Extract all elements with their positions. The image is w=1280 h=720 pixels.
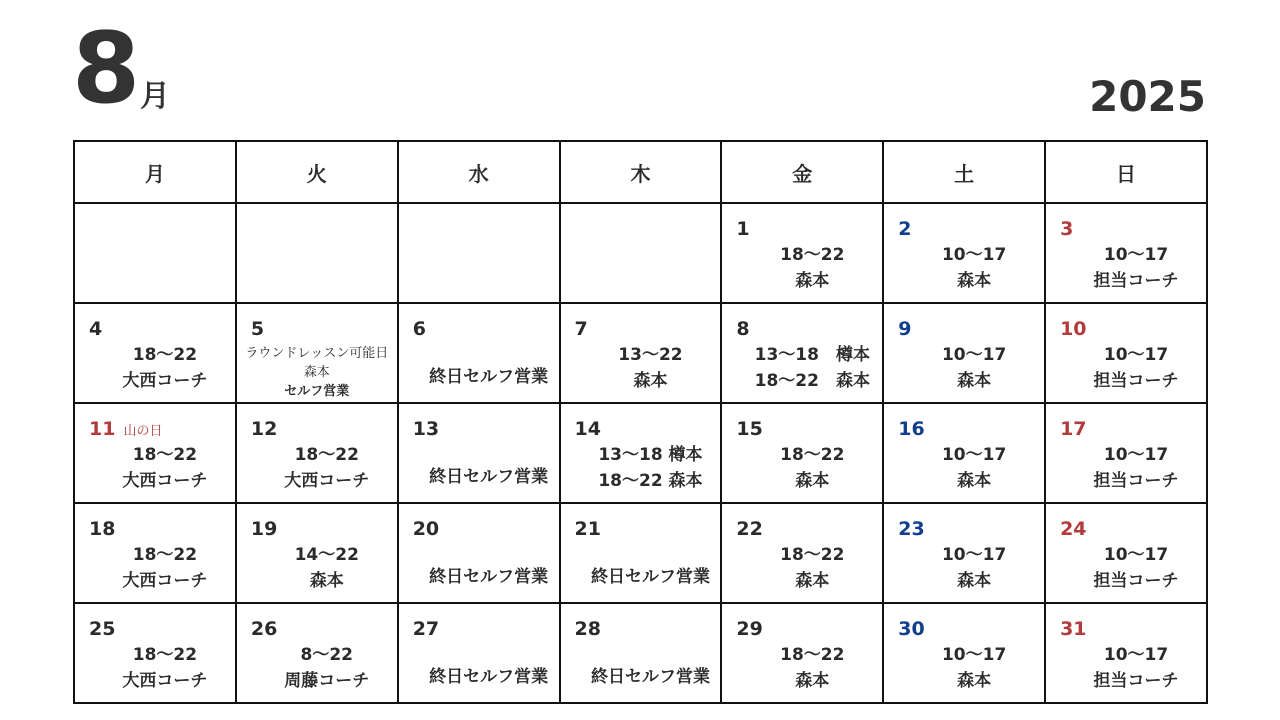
schedule-line: 森本 <box>795 571 830 591</box>
month-number: 8 <box>72 12 141 126</box>
day-number-text: 25 <box>89 618 116 640</box>
day-number-text: 16 <box>898 418 925 440</box>
day-cell-content <box>1046 504 1206 602</box>
day-cell-content <box>722 604 882 702</box>
day-cell-content <box>722 304 882 402</box>
schedule-lines <box>99 342 231 394</box>
week-row <box>74 303 1207 403</box>
day-cell-content <box>237 504 397 602</box>
day-cell <box>236 603 398 703</box>
schedule-line: 大西コーチ <box>122 671 208 691</box>
day-number-text: 21 <box>574 518 601 540</box>
schedule-line: 18～22 <box>294 445 359 465</box>
day-number <box>736 220 749 239</box>
day-number-text: 20 <box>412 518 440 540</box>
day-number-text: 17 <box>1060 418 1087 440</box>
schedule-line: 森本 <box>795 671 830 691</box>
schedule-line: 森本 <box>309 571 344 591</box>
schedule-lines <box>908 242 1040 294</box>
day-number-text: 11 <box>89 418 116 440</box>
day-number-text: 18 <box>89 518 116 540</box>
week-row <box>74 203 1207 303</box>
empty-day-cell <box>236 203 398 303</box>
schedule-line: 森本 <box>957 271 992 291</box>
day-cell <box>721 203 883 303</box>
schedule-lines <box>746 242 878 294</box>
day-number-text: 28 <box>574 618 601 640</box>
schedule-line: 森本 <box>303 365 330 380</box>
schedule-lines <box>1070 542 1202 594</box>
day-cell <box>721 303 883 403</box>
day-cell-content <box>399 204 559 302</box>
week-row <box>74 403 1207 503</box>
day-number <box>1060 220 1073 239</box>
schedule-line: 大西コーチ <box>284 471 370 491</box>
schedule-line: 森本 <box>795 271 830 291</box>
schedule-lines <box>261 642 393 694</box>
schedule-lines <box>99 442 231 494</box>
schedule-line: 終日セルフ営業 <box>590 667 710 687</box>
schedule-lines <box>746 642 878 694</box>
weekday-header: 火 <box>236 141 398 203</box>
day-cell-content <box>561 304 721 402</box>
day-number <box>898 320 911 339</box>
day-cell-content <box>75 304 235 402</box>
schedule-line: 13～18 樽本 <box>754 345 870 365</box>
day-number-text: 22 <box>736 518 763 540</box>
weekday-header: 水 <box>398 141 560 203</box>
weekday-header: 木 <box>560 141 722 203</box>
weekday-header: 金 <box>721 141 883 203</box>
schedule-line: 10～17 <box>941 245 1007 265</box>
day-number-text: 2 <box>898 218 912 240</box>
day-cell <box>398 603 560 703</box>
schedule-line: 大西コーチ <box>122 571 208 591</box>
day-cell-content <box>884 504 1044 602</box>
schedule-line: セルフ営業 <box>284 384 350 399</box>
schedule-line: 担当コーチ <box>1093 571 1179 591</box>
day-cell-content <box>237 204 397 302</box>
schedule-line: 周藤コーチ <box>284 671 370 691</box>
day-number <box>736 420 762 439</box>
day-number <box>89 420 162 439</box>
schedule-lines <box>908 442 1040 494</box>
schedule-lines <box>1070 242 1202 294</box>
day-cell-content <box>722 204 882 302</box>
day-cell <box>883 603 1045 703</box>
day-number-text: 26 <box>250 618 278 640</box>
day-cell <box>883 403 1045 503</box>
day-number <box>898 620 924 639</box>
day-cell-content <box>561 204 721 302</box>
day-number <box>575 420 601 439</box>
day-number-text: 6 <box>412 318 426 340</box>
day-number-text: 9 <box>898 318 912 340</box>
day-cell <box>398 403 560 503</box>
schedule-line: 14～22 <box>294 545 359 565</box>
weekday-header: 月 <box>74 141 236 203</box>
day-cell <box>398 303 560 403</box>
schedule-line: 森本 <box>957 571 992 591</box>
day-number-text: 13 <box>412 418 440 440</box>
schedule-line: 担当コーチ <box>1093 671 1179 691</box>
schedule-line: 大西コーチ <box>122 371 208 391</box>
day-number-text: 14 <box>574 418 601 440</box>
day-cell-content <box>399 504 559 602</box>
day-cell-content <box>884 404 1044 502</box>
day-number <box>89 320 102 339</box>
day-cell-content <box>237 404 397 502</box>
schedule-line: 大西コーチ <box>122 471 208 491</box>
day-number-text: 1 <box>736 218 750 240</box>
schedule-lines <box>423 464 555 490</box>
day-cell <box>1045 503 1207 603</box>
schedule-line: 終日セルフ営業 <box>429 667 549 687</box>
day-cell <box>236 303 398 403</box>
schedule-lines <box>1070 642 1202 694</box>
day-cell-content <box>561 504 721 602</box>
schedule-line: 10～17 <box>1103 545 1169 565</box>
day-cell-content <box>561 404 721 502</box>
day-cell-content <box>237 304 397 402</box>
schedule-line: 森本 <box>633 371 668 391</box>
calendar-grid <box>73 140 1208 704</box>
day-number-text: 8 <box>736 318 750 340</box>
day-number-text: 10 <box>1060 318 1087 340</box>
day-number <box>413 320 426 339</box>
day-number-text: 29 <box>736 618 763 640</box>
schedule-line: 終日セルフ営業 <box>590 567 710 587</box>
day-number <box>736 320 749 339</box>
schedule-line: 8～22 <box>300 645 354 665</box>
schedule-line: 担当コーチ <box>1093 371 1179 391</box>
day-cell-content <box>722 404 882 502</box>
schedule-line: 18～22 森本 <box>598 471 703 491</box>
day-number <box>898 420 924 439</box>
schedule-lines <box>261 442 393 494</box>
schedule-line: ラウンドレッスン可能日 <box>245 346 389 361</box>
day-cell <box>560 503 722 603</box>
schedule-line: 18～22 <box>780 445 845 465</box>
day-cell-content <box>75 504 235 602</box>
day-number <box>1060 320 1086 339</box>
weekday-header-row <box>74 141 1207 203</box>
schedule-lines <box>746 442 878 494</box>
schedule-line: 10～17 <box>941 545 1007 565</box>
holiday-label: 山の日 <box>123 424 163 439</box>
day-number <box>898 220 911 239</box>
schedule-lines <box>423 664 555 690</box>
day-number <box>1060 620 1086 639</box>
schedule-line: 18～22 <box>132 545 198 565</box>
day-number <box>89 520 115 539</box>
day-cell-content <box>1046 404 1206 502</box>
day-number-text: 15 <box>736 418 763 440</box>
schedule-line: 終日セルフ営業 <box>429 567 549 587</box>
schedule-line: 終日セルフ営業 <box>429 367 549 387</box>
schedule-line: 18～22 <box>780 545 845 565</box>
year-label: 2025 <box>1089 72 1206 121</box>
day-cell-content <box>884 204 1044 302</box>
schedule-line: 担当コーチ <box>1093 271 1179 291</box>
schedule-line: 18～22 森本 <box>754 371 870 391</box>
weekday-header-sunday: 日 <box>1045 141 1207 203</box>
day-cell <box>883 303 1045 403</box>
day-number <box>736 520 762 539</box>
schedule-lines <box>261 542 393 594</box>
day-cell-content <box>722 504 882 602</box>
day-cell-content <box>1046 304 1206 402</box>
day-cell <box>1045 203 1207 303</box>
day-number <box>898 520 924 539</box>
day-number <box>736 620 762 639</box>
day-number <box>413 420 439 439</box>
day-number <box>89 620 115 639</box>
day-number <box>413 520 439 539</box>
day-cell <box>721 503 883 603</box>
schedule-line: 18～22 <box>132 645 198 665</box>
schedule-line: 13～22 <box>618 345 683 365</box>
day-cell <box>721 403 883 503</box>
schedule-lines <box>585 442 717 494</box>
empty-day-cell <box>398 203 560 303</box>
day-number-text: 23 <box>898 518 925 540</box>
day-cell-content <box>75 404 235 502</box>
schedule-lines <box>585 564 717 590</box>
day-number <box>251 520 277 539</box>
day-number-text: 12 <box>250 418 278 440</box>
day-cell-content <box>399 404 559 502</box>
day-number-text: 24 <box>1060 518 1087 540</box>
schedule-line: 10～17 <box>941 345 1007 365</box>
schedule-lines <box>1070 442 1202 494</box>
day-number-text: 4 <box>89 318 103 340</box>
day-cell-content <box>399 304 559 402</box>
schedule-line: 10～17 <box>1103 645 1169 665</box>
day-cell <box>74 303 236 403</box>
day-cell <box>560 303 722 403</box>
schedule-lines <box>423 564 555 590</box>
day-number-text: 19 <box>250 518 278 540</box>
schedule-lines <box>1070 342 1202 394</box>
schedule-line: 10～17 <box>1103 345 1169 365</box>
schedule-lines <box>99 542 231 594</box>
day-number-text: 7 <box>574 318 588 340</box>
day-cell <box>883 203 1045 303</box>
schedule-lines <box>423 364 555 390</box>
schedule-line: 10～17 <box>1103 445 1169 465</box>
schedule-lines <box>99 642 231 694</box>
day-cell <box>74 403 236 503</box>
day-number-text: 27 <box>412 618 440 640</box>
schedule-line: 10～17 <box>941 445 1007 465</box>
day-cell <box>1045 303 1207 403</box>
day-cell <box>721 603 883 703</box>
schedule-lines <box>746 342 878 394</box>
day-cell-content <box>399 604 559 702</box>
schedule-lines <box>908 342 1040 394</box>
day-cell <box>398 503 560 603</box>
day-cell-content <box>1046 204 1206 302</box>
day-cell <box>74 503 236 603</box>
day-number <box>1060 520 1086 539</box>
day-number <box>251 420 277 439</box>
day-number-text: 3 <box>1060 218 1074 240</box>
day-number <box>1060 420 1086 439</box>
month-label: 月 <box>140 79 170 114</box>
day-number <box>575 320 588 339</box>
schedule-lines <box>908 542 1040 594</box>
day-number-text: 5 <box>250 318 265 340</box>
day-cell <box>1045 403 1207 503</box>
schedule-line: 森本 <box>957 471 992 491</box>
day-cell-content <box>884 304 1044 402</box>
week-row <box>74 603 1207 703</box>
week-row <box>74 503 1207 603</box>
schedule-line: 13～18 樽本 <box>598 445 703 465</box>
day-cell <box>560 403 722 503</box>
day-cell <box>1045 603 1207 703</box>
day-cell-content <box>1046 604 1206 702</box>
schedule-line: 18～22 <box>780 245 845 265</box>
day-cell <box>236 503 398 603</box>
weekday-header-saturday: 土 <box>883 141 1045 203</box>
schedule-line: 終日セルフ営業 <box>429 467 549 487</box>
schedule-line: 18～22 <box>132 445 198 465</box>
day-cell-content <box>75 204 235 302</box>
day-number <box>575 620 601 639</box>
empty-day-cell <box>74 203 236 303</box>
schedule-lines <box>746 542 878 594</box>
schedule-lines <box>237 344 397 401</box>
schedule-lines <box>908 642 1040 694</box>
calendar-body <box>74 203 1207 703</box>
day-number <box>575 520 601 539</box>
schedule-line: 10～17 <box>941 645 1007 665</box>
schedule-line: 担当コーチ <box>1093 471 1179 491</box>
schedule-line: 18～22 <box>780 645 845 665</box>
schedule-line: 森本 <box>795 471 830 491</box>
day-number-text: 30 <box>898 618 925 640</box>
schedule-line: 森本 <box>957 671 992 691</box>
schedule-line: 18～22 <box>132 345 198 365</box>
day-cell <box>883 503 1045 603</box>
day-number <box>251 620 277 639</box>
day-number-text: 31 <box>1060 618 1087 640</box>
day-cell-content <box>75 604 235 702</box>
day-cell <box>74 603 236 703</box>
day-cell-content <box>237 604 397 702</box>
day-cell <box>236 403 398 503</box>
day-cell-content <box>884 604 1044 702</box>
day-cell-content <box>561 604 721 702</box>
empty-day-cell <box>560 203 722 303</box>
day-number <box>413 620 439 639</box>
schedule-line: 10～17 <box>1103 245 1169 265</box>
schedule-lines <box>585 664 717 690</box>
schedule-lines <box>585 342 717 394</box>
day-cell <box>560 603 722 703</box>
schedule-line: 森本 <box>957 371 992 391</box>
day-number <box>251 320 264 339</box>
